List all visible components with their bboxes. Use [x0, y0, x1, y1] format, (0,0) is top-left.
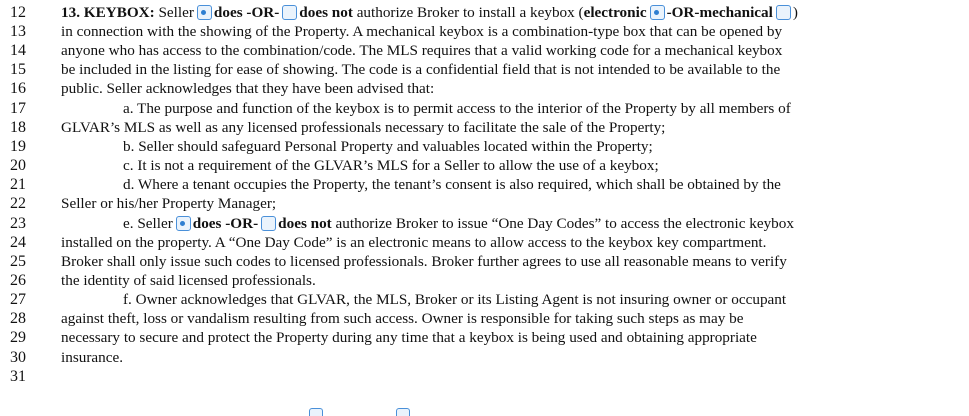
next-line-checkbox[interactable]	[309, 408, 323, 416]
paragraph-text: in connection with the showing of the Property. A mechanical keybox is a combination-type box that can be opened by	[61, 23, 783, 40]
doc-line	[0, 60, 969, 79]
line-number: 20	[10, 157, 26, 174]
next-line-checkbox[interactable]	[396, 408, 410, 416]
doc-line	[0, 367, 969, 386]
item-d-text: d. Where a tenant occupies the Property, the tenant’s consent is also required, which shall be obtained by the	[123, 176, 781, 193]
keybox-heading-line	[61, 3, 798, 22]
doc-line	[0, 99, 969, 118]
does-not-label: does not	[299, 4, 353, 21]
line-number: 12	[10, 4, 26, 21]
line-number: 27	[10, 291, 26, 308]
line-number: 28	[10, 310, 26, 327]
mechanical-checkbox[interactable]	[776, 5, 791, 20]
one-day-codes-does-checkbox[interactable]	[176, 216, 191, 231]
line-number: 23	[10, 215, 26, 232]
line-number: 29	[10, 329, 26, 346]
doc-line	[0, 3, 969, 22]
doc-line	[0, 252, 969, 271]
line-number: 22	[10, 195, 26, 212]
item-f-text: f. Owner acknowledges that GLVAR, the MLS, Broker or its Listing Agent is not insuring owner or occupant	[123, 291, 787, 308]
paragraph-text: public. Seller acknowledges that they have been advised that:	[61, 80, 435, 97]
line-number: 25	[10, 253, 26, 270]
line-number: 24	[10, 234, 26, 251]
item-e-text: the identity of said licensed professionals.	[61, 272, 316, 289]
section-heading: 13. KEYBOX:	[61, 4, 155, 21]
doc-line	[0, 233, 969, 252]
item-d-text: Seller or his/her Property Manager;	[61, 195, 277, 212]
doc-line	[0, 214, 969, 233]
doc-line	[0, 194, 969, 213]
keybox-does-not-checkbox[interactable]	[282, 5, 297, 20]
line-number: 17	[10, 100, 26, 117]
doc-line	[0, 348, 969, 367]
item-a-text: a. The purpose and function of the keybox is to permit access to the interior of the Property by all members of	[123, 100, 791, 117]
item-e-prefix: e. Seller	[123, 215, 173, 232]
doc-line	[0, 328, 969, 347]
line-number: 31	[10, 368, 26, 385]
doc-line	[0, 79, 969, 98]
item-e-text: Broker shall only issue such codes to licensed professionals. Broker further agrees to use all reasonable means to verify	[61, 253, 787, 270]
authorize-text: authorize Broker to install a keybox (	[356, 4, 584, 21]
item-a-text: GLVAR’s MLS as well as any licensed professionals necessary to facilitate the sale of the Property;	[61, 119, 666, 136]
doc-line	[0, 309, 969, 328]
line-number: 26	[10, 272, 26, 289]
line-number: 18	[10, 119, 26, 136]
mechanical-label: -OR-mechanical	[666, 4, 773, 21]
item-f-text: insurance.	[61, 349, 123, 366]
line-number: 16	[10, 80, 26, 97]
line-number: 14	[10, 42, 26, 59]
electronic-label: electronic	[583, 4, 647, 21]
does-not-label: does not	[278, 215, 332, 232]
doc-line	[0, 41, 969, 60]
line-number: 15	[10, 61, 26, 78]
electronic-checkbox[interactable]	[650, 5, 665, 20]
does-or-label: does -OR-	[213, 4, 280, 21]
doc-line	[0, 290, 969, 309]
keybox-does-checkbox[interactable]	[197, 5, 212, 20]
doc-line	[0, 175, 969, 194]
item-e-text: authorize Broker to issue “One Day Codes” to access the electronic keybox	[335, 215, 794, 232]
doc-line	[0, 271, 969, 290]
one-day-codes-does-not-checkbox[interactable]	[261, 216, 276, 231]
doc-line	[0, 22, 969, 41]
line-number: 13	[10, 23, 26, 40]
paragraph-text: be included in the listing for ease of showing. The code is a confidential field that is not intended to be available to the	[61, 61, 781, 78]
paragraph-text: anyone who has access to the combination/code. The MLS requires that a valid working code for a mechanical keybox	[61, 42, 783, 59]
does-or-label: does -OR-	[192, 215, 259, 232]
line-number: 19	[10, 138, 26, 155]
doc-line	[0, 137, 969, 156]
close-paren: )	[792, 4, 798, 21]
item-f-text: against theft, loss or vandalism resulting from such access. Owner is responsible for taking such steps as may be	[61, 310, 744, 327]
item-b-text: b. Seller should safeguard Personal Property and valuables located within the Property;	[123, 138, 653, 155]
seller-label: Seller	[158, 4, 194, 21]
doc-line	[0, 118, 969, 137]
doc-line	[0, 156, 969, 175]
line-number: 30	[10, 349, 26, 366]
item-c-text: c. It is not a requirement of the GLVAR’s MLS for a Seller to allow the use of a keybox;	[123, 157, 659, 174]
item-e-line	[123, 214, 794, 233]
item-f-text: necessary to secure and protect the Property during any time that a keybox is being used and obtaining appropriate	[61, 329, 757, 346]
line-number: 21	[10, 176, 26, 193]
item-e-text: installed on the property. A “One Day Code” is an electronic means to allow access to the keybox key compartment.	[61, 234, 767, 251]
